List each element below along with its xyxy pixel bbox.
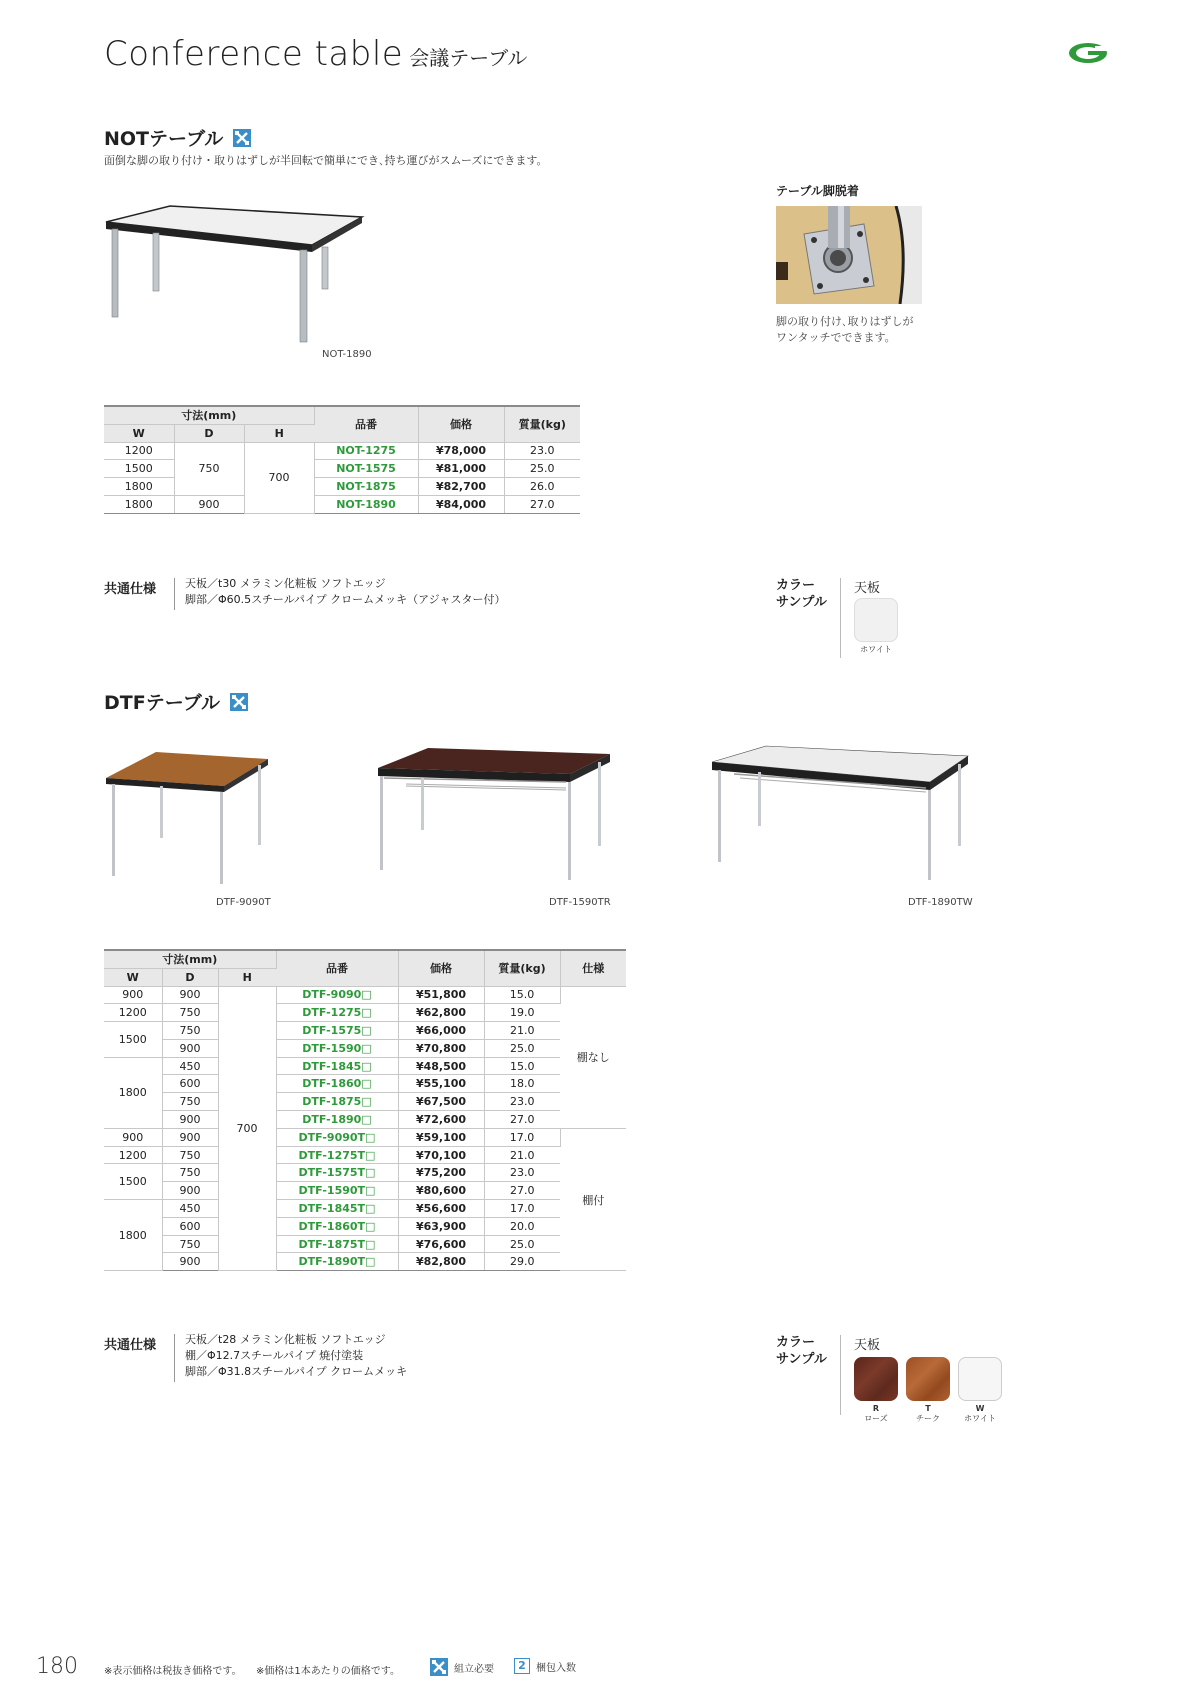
w-cell: 1500	[104, 1022, 162, 1058]
brand-g-logo-icon	[1068, 42, 1108, 64]
table-row	[104, 495, 580, 513]
table-row	[104, 1200, 626, 1218]
dtf-1590tr-image	[376, 744, 612, 884]
page-title	[104, 34, 527, 74]
table-row	[104, 1253, 626, 1271]
mass-cell: 15.0	[484, 1057, 560, 1075]
dtf-caption-2: DTF-1590TR	[549, 897, 611, 908]
product-code: DTF-1590T□	[276, 1182, 398, 1200]
mass-cell: 21.0	[484, 1022, 560, 1040]
not-heading-text: NOTテーブル	[104, 128, 224, 150]
table-row	[104, 1022, 626, 1040]
table-row	[104, 1128, 626, 1146]
product-code: DTF-1875T□	[276, 1235, 398, 1253]
not-color-sample-label	[776, 577, 827, 611]
dtf-caption-1: DTF-9090T	[216, 897, 271, 908]
color-label-line-1: カラー	[776, 1335, 816, 1350]
swatch-name: ホワイト	[860, 645, 892, 654]
mass-header: 質量(kg)	[484, 950, 560, 986]
swatch-name: ホワイト	[964, 1414, 996, 1423]
w-cell: 1200	[104, 1004, 162, 1022]
price-cell: ¥62,800	[398, 1004, 484, 1022]
spec-line: 脚部／Φ60.5スチールパイプ クロームメッキ（アジャスター付）	[185, 593, 506, 606]
swatch-code: T	[925, 1404, 931, 1413]
swatch-code: R	[872, 1404, 880, 1413]
swatch-white	[958, 1357, 1002, 1424]
h-header: H	[244, 424, 314, 442]
product-code: DTF-1275□	[276, 1004, 398, 1022]
table-row	[104, 1217, 626, 1235]
d-cell: 900	[162, 1182, 218, 1200]
table-row	[104, 1146, 626, 1164]
page-title-en: Conference table	[104, 34, 404, 74]
legend-assembly	[430, 1658, 494, 1676]
dtf-spec-table	[104, 949, 626, 1271]
dtf-color-part-label: 天板	[854, 1338, 881, 1353]
color-swatch	[958, 1357, 1002, 1401]
mass-cell: 25.0	[504, 460, 580, 478]
mass-cell: 25.0	[484, 1235, 560, 1253]
color-label-line-2: サンプル	[776, 595, 827, 610]
mass-cell: 25.0	[484, 1039, 560, 1057]
assembly-required-icon	[230, 693, 248, 711]
dimensions-header: 寸法(mm)	[104, 406, 314, 424]
dtf-section-heading	[104, 688, 248, 715]
price-cell: ¥80,600	[398, 1182, 484, 1200]
table-row	[104, 1182, 626, 1200]
swatch-rose	[854, 1357, 898, 1424]
product-code: DTF-9090□	[276, 986, 398, 1004]
dtf-common-spec-label: 共通仕様	[104, 1338, 157, 1353]
mass-cell: 21.0	[484, 1146, 560, 1164]
spec-line: 棚／Φ12.7スチールパイプ 焼付塗装	[185, 1349, 364, 1362]
product-code: DTF-1875□	[276, 1093, 398, 1111]
spec-header: 仕様	[560, 950, 626, 986]
not-description: 面倒な脚の取り付け・取りはずしが半回転で簡単にでき､持ち運びがスムーズにできます。	[104, 154, 548, 167]
mass-cell: 23.0	[484, 1164, 560, 1182]
d-cell: 900	[162, 1128, 218, 1146]
spec-line: 天板／t28 メラミン化粧板 ソフトエッジ	[185, 1333, 386, 1346]
h-cell: 700	[218, 986, 276, 1271]
not-section-heading	[104, 124, 251, 151]
price-cell: ¥67,500	[398, 1093, 484, 1111]
pack-count-icon: 2	[514, 1658, 530, 1674]
spec-cell: 棚なし	[560, 986, 626, 1128]
d-header: D	[162, 968, 218, 986]
w-cell: 900	[104, 986, 162, 1004]
mass-cell: 29.0	[484, 1253, 560, 1271]
color-label-line-1: カラー	[776, 578, 816, 593]
product-code: NOT-1275	[314, 442, 418, 460]
w-cell: 1500	[104, 460, 174, 478]
mass-header: 質量(kg)	[504, 406, 580, 442]
product-code: DTF-1845□	[276, 1057, 398, 1075]
page-title-ja: 会議テーブル	[409, 46, 528, 70]
swatch-name: チーク	[916, 1414, 940, 1423]
price-cell: ¥76,600	[398, 1235, 484, 1253]
h-cell: 700	[244, 442, 314, 513]
w-cell: 1200	[104, 1146, 162, 1164]
code-header: 品番	[314, 406, 418, 442]
mass-cell: 26.0	[504, 478, 580, 496]
swatch-teak	[906, 1357, 950, 1424]
not-product-image	[100, 200, 370, 345]
w-cell: 1800	[104, 1200, 162, 1271]
d-cell: 900	[162, 1039, 218, 1057]
mass-cell: 17.0	[484, 1128, 560, 1146]
mass-cell: 19.0	[484, 1004, 560, 1022]
d-header: D	[174, 424, 244, 442]
page-number: 180	[36, 1654, 78, 1679]
footer-note-price: ※価格は1本あたりの価格です。	[256, 1666, 400, 1677]
d-cell: 900	[162, 1253, 218, 1271]
footer-note-tax: ※表示価格は税抜き価格です。	[104, 1666, 242, 1677]
product-code: DTF-1575T□	[276, 1164, 398, 1182]
price-cell: ¥82,800	[398, 1253, 484, 1271]
w-cell: 1200	[104, 442, 174, 460]
mass-cell: 27.0	[504, 495, 580, 513]
mass-cell: 23.0	[504, 442, 580, 460]
spec-line: 天板／t30 メラミン化粧板 ソフトエッジ	[185, 577, 386, 590]
swatch-code: W	[975, 1404, 985, 1413]
not-color-part-label: 天板	[854, 581, 881, 596]
legend-pack-label: 梱包入数	[536, 1662, 576, 1674]
table-row	[104, 1057, 626, 1075]
product-code: NOT-1875	[314, 478, 418, 496]
d-cell: 900	[162, 986, 218, 1004]
mass-cell: 23.0	[484, 1093, 560, 1111]
dtf-swatch-list	[854, 1357, 1002, 1424]
product-code: DTF-9090T□	[276, 1128, 398, 1146]
mass-cell: 15.0	[484, 986, 560, 1004]
product-code: NOT-1890	[314, 495, 418, 513]
price-cell: ¥84,000	[418, 495, 504, 513]
price-header: 価格	[418, 406, 504, 442]
price-cell: ¥59,100	[398, 1128, 484, 1146]
leg-detachment-photo	[776, 206, 922, 304]
product-code: DTF-1575□	[276, 1022, 398, 1040]
d-cell: 600	[162, 1075, 218, 1093]
color-swatch	[906, 1357, 950, 1401]
table-row	[104, 1235, 626, 1253]
table-row	[104, 1039, 626, 1057]
assembly-required-icon	[430, 1658, 448, 1676]
table-row	[104, 442, 580, 460]
code-header: 品番	[276, 950, 398, 986]
swatch-name: ローズ	[864, 1414, 888, 1423]
not-spec-table	[104, 405, 580, 514]
table-row	[104, 986, 626, 1004]
price-cell: ¥55,100	[398, 1075, 484, 1093]
not-product-caption: NOT-1890	[322, 349, 372, 360]
product-code: DTF-1590□	[276, 1039, 398, 1057]
swatch-white	[854, 598, 898, 655]
product-code: DTF-1275T□	[276, 1146, 398, 1164]
color-label-line-2: サンプル	[776, 1352, 827, 1367]
d-cell: 750	[174, 442, 244, 495]
price-cell: ¥63,900	[398, 1217, 484, 1235]
mass-cell: 27.0	[484, 1111, 560, 1129]
w-header: W	[104, 424, 174, 442]
product-code: DTF-1860T□	[276, 1217, 398, 1235]
spec-line: 脚部／Φ31.8スチールパイプ クロームメッキ	[185, 1365, 408, 1378]
price-cell: ¥72,600	[398, 1111, 484, 1129]
d-cell: 750	[162, 1235, 218, 1253]
w-cell: 1500	[104, 1164, 162, 1200]
w-cell: 1800	[104, 478, 174, 496]
dtf-caption-3: DTF-1890TW	[908, 897, 973, 908]
mass-cell: 17.0	[484, 1200, 560, 1218]
detail-caption-line-2: ワンタッチでできます。	[776, 331, 896, 344]
d-cell: 750	[162, 1022, 218, 1040]
divider	[840, 578, 841, 658]
table-row	[104, 1164, 626, 1182]
h-header: H	[218, 968, 276, 986]
d-cell: 900	[162, 1111, 218, 1129]
price-cell: ¥81,000	[418, 460, 504, 478]
price-cell: ¥70,800	[398, 1039, 484, 1057]
color-swatch	[854, 1357, 898, 1401]
price-cell: ¥82,700	[418, 478, 504, 496]
product-code: DTF-1845T□	[276, 1200, 398, 1218]
d-cell: 450	[162, 1200, 218, 1218]
legend-assembly-label: 組立必要	[454, 1663, 494, 1675]
d-cell: 450	[162, 1057, 218, 1075]
price-cell: ¥56,600	[398, 1200, 484, 1218]
color-swatch	[854, 598, 898, 642]
price-cell: ¥51,800	[398, 986, 484, 1004]
dtf-9090t-image	[100, 748, 272, 888]
w-cell: 900	[104, 1128, 162, 1146]
dtf-color-sample-label	[776, 1334, 827, 1368]
dtf-common-spec-lines	[185, 1332, 407, 1380]
dtf-1890tw-image	[710, 744, 970, 884]
d-cell: 750	[162, 1004, 218, 1022]
detail-photo-caption	[776, 314, 914, 346]
legend-pack	[514, 1658, 576, 1674]
w-cell: 1800	[104, 495, 174, 513]
table-row	[104, 1093, 626, 1111]
price-cell: ¥70,100	[398, 1146, 484, 1164]
mass-cell: 27.0	[484, 1182, 560, 1200]
d-cell: 750	[162, 1164, 218, 1182]
d-cell: 750	[162, 1146, 218, 1164]
price-cell: ¥48,500	[398, 1057, 484, 1075]
dtf-heading-text: DTFテーブル	[104, 692, 221, 714]
not-common-spec-lines	[185, 576, 505, 608]
d-cell: 600	[162, 1217, 218, 1235]
table-row	[104, 1111, 626, 1129]
divider	[174, 1334, 175, 1382]
d-cell: 900	[174, 495, 244, 513]
divider	[840, 1335, 841, 1415]
mass-cell: 20.0	[484, 1217, 560, 1235]
price-cell: ¥78,000	[418, 442, 504, 460]
divider	[174, 578, 175, 610]
d-cell: 750	[162, 1093, 218, 1111]
price-header: 価格	[398, 950, 484, 986]
w-cell: 1800	[104, 1057, 162, 1128]
not-common-spec-label: 共通仕様	[104, 582, 157, 597]
price-cell: ¥66,000	[398, 1022, 484, 1040]
price-cell: ¥75,200	[398, 1164, 484, 1182]
spec-cell: 棚付	[560, 1128, 626, 1270]
assembly-required-icon	[233, 129, 251, 147]
product-code: DTF-1890□	[276, 1111, 398, 1129]
detail-photo-title: テーブル脚脱着	[776, 184, 859, 198]
product-code: DTF-1860□	[276, 1075, 398, 1093]
product-code: NOT-1575	[314, 460, 418, 478]
product-code: DTF-1890T□	[276, 1253, 398, 1271]
table-row	[104, 1075, 626, 1093]
table-row	[104, 1004, 626, 1022]
detail-caption-line-1: 脚の取り付け､取りはずしが	[776, 315, 914, 328]
mass-cell: 18.0	[484, 1075, 560, 1093]
w-header: W	[104, 968, 162, 986]
dimensions-header: 寸法(mm)	[104, 950, 276, 968]
